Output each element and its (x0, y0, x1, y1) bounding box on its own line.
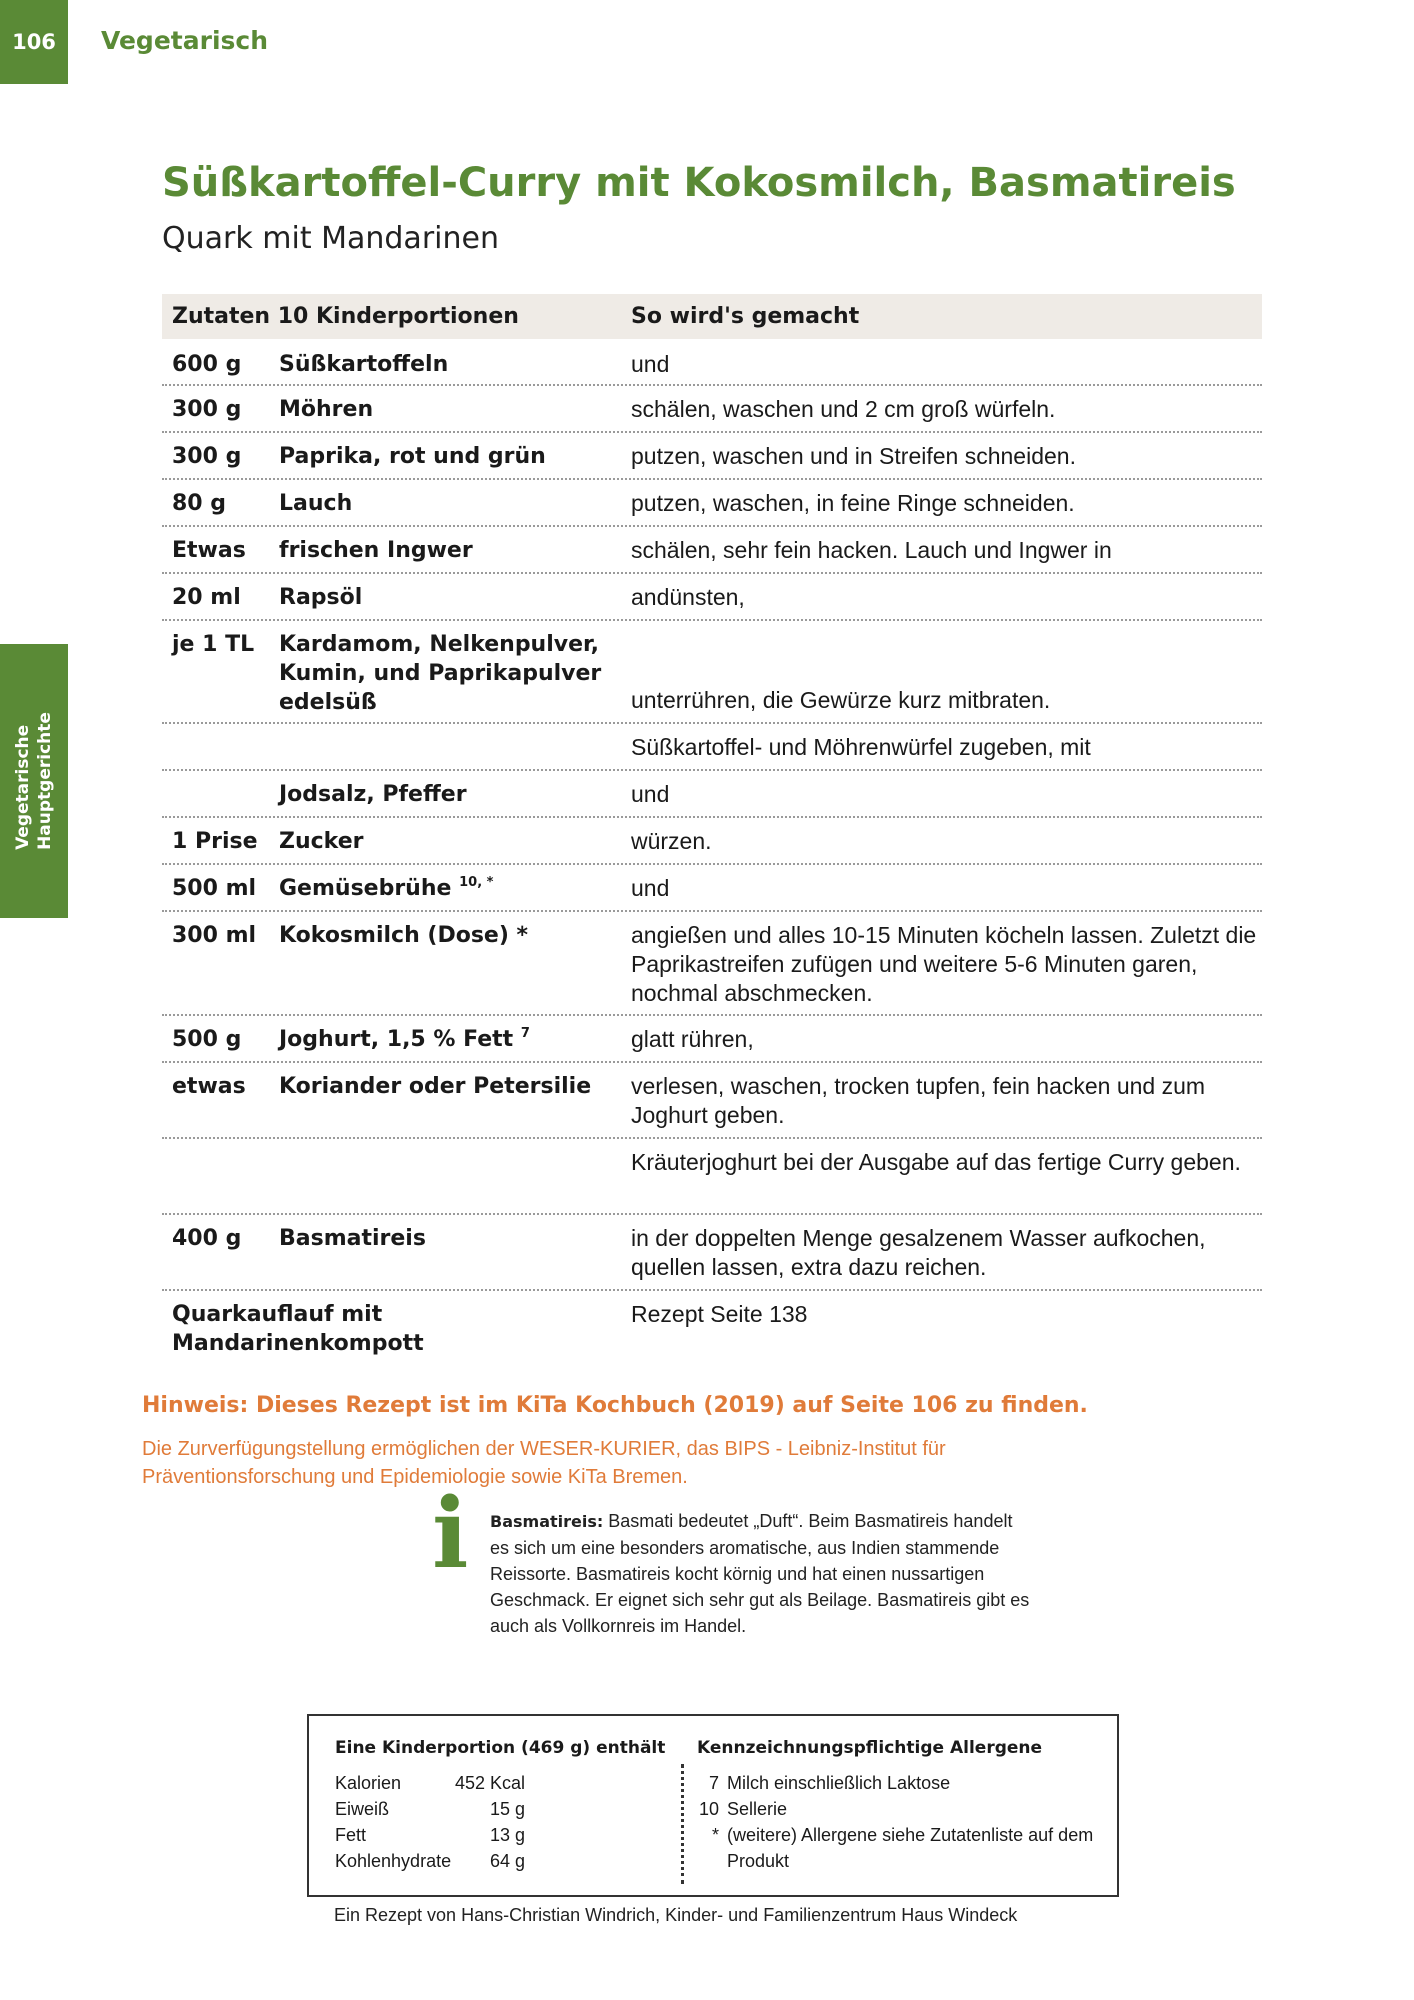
info-icon: i (432, 1477, 469, 1590)
ingredient-name: frischen Ingwer (279, 538, 473, 563)
dessert-reference: Rezept Seite 138 (631, 1301, 808, 1327)
ingredient-name: Lauch (279, 491, 353, 516)
allergen-text: Sellerie (727, 1799, 788, 1819)
nutrition-value: 13 g (489, 1825, 525, 1845)
recipe-row (162, 1016, 1262, 1063)
step-text: in der doppelten Menge gesalzenem Wasser aufkochen, quellen lassen, extra dazu reichen. (631, 1225, 1206, 1280)
recipe-row (162, 865, 1262, 912)
ingredient-name-text: Joghurt, 1,5 % Fett (279, 1027, 514, 1052)
nutrition-label: Eiweiß (335, 1799, 390, 1819)
section-label: Vegetarisch (101, 26, 269, 55)
recipe-row (162, 1063, 1262, 1139)
ingredient-amount (162, 733, 279, 769)
ingredient-name: Kokosmilch (Dose) * (279, 923, 529, 948)
ingredient-name-text: Gemüsebrühe (279, 876, 452, 901)
step-text: schälen, waschen und 2 cm groß würfeln. (631, 396, 1056, 422)
allergen-code: * (711, 1825, 719, 1845)
nutrition-label: Kohlenhydrate (335, 1851, 452, 1871)
nutrition-facts (335, 1738, 665, 1874)
ingredients-column-header: Zutaten 10 Kinderportionen (172, 304, 519, 329)
recipe-subtitle: Quark mit Mandarinen (162, 221, 499, 256)
ingredient-name: Kardamom, Nelkenpulver, Kumin, und Paprikapulver edelsüß (279, 632, 602, 715)
nutrition-row (335, 1796, 665, 1822)
allergen-row (697, 1796, 1107, 1822)
recipe-row (162, 912, 1262, 1016)
nutrition-row (335, 1770, 665, 1796)
step-text: und (631, 875, 670, 901)
nutrition-box (307, 1714, 1119, 1897)
ingredient-amount: 500 g (172, 1027, 242, 1052)
nutrition-heading: Eine Kinderportion (469 g) enthält (335, 1738, 666, 1758)
dotted-divider (681, 1764, 684, 1884)
step-text: glatt rühren, (631, 1026, 754, 1052)
ingredient-amount: etwas (172, 1074, 246, 1099)
ingredient-name (279, 1148, 631, 1213)
ingredient-name (279, 874, 631, 910)
step-text: und (631, 781, 670, 807)
recipe-row (162, 818, 1262, 865)
ingredient-name (279, 733, 631, 769)
recipe-row (162, 621, 1262, 724)
steps-column-header: So wird's gemacht (631, 304, 860, 329)
step-text: putzen, waschen, in feine Ringe schneiden. (631, 490, 1075, 516)
recipe-row (162, 527, 1262, 574)
allergen-row (697, 1770, 1107, 1796)
step-text: schälen, sehr fein hacken. Lauch und Ingwer in (631, 537, 1112, 563)
info-text: Basmati bedeutet „Duft“. Beim Basmatireis handelt es sich um eine besonders aromatische, aus Indien stammende Reissorte. Basmatireis kocht körnig und hat einen nussartigen Geschmack. Er eignet sich sehr gut als Beilage. Basmatireis gibt es auch als Vollkornreis im Handel. (490, 1511, 1030, 1636)
nutrition-value: 15 g (489, 1799, 525, 1819)
dessert-row (162, 1291, 1262, 1356)
recipe-table-header (162, 294, 1262, 339)
nutrition-value: 452 Kcal (454, 1773, 525, 1793)
ingredient-amount: je 1 TL (172, 632, 255, 657)
page-number: 106 (0, 0, 68, 84)
ingredient-name: Koriander oder Petersilie (279, 1074, 592, 1099)
ingredient-amount: 80 g (172, 491, 227, 516)
sponsor-credit: Die Zurverfügungstellung ermöglichen der WESER-KURIER, das BIPS - Leibniz-Institut für Präventionsforschung und Epidemiologie sowie KiTa Bremen. (142, 1438, 946, 1488)
recipe-author-credit: Ein Rezept von Hans-Christian Windrich, Kinder- und Familienzentrum Haus Windeck (334, 1905, 1018, 1925)
recipe-row (162, 339, 1262, 386)
ingredient-amount (162, 780, 279, 816)
allergen-code: 10 (698, 1799, 719, 1819)
side-tab-line2: Hauptgerichte (35, 712, 55, 850)
step-text: angießen und alles 10-15 Minuten köcheln lassen. Zuletzt die Paprikastreifen zufügen und weitere 5-6 Minuten garen, nochmal abschmecken. (631, 922, 1257, 1006)
allergen-footnote: 10, * (459, 875, 494, 890)
step-text: und (631, 351, 670, 377)
nutrition-row (335, 1822, 665, 1848)
recipe-table (162, 294, 1262, 1356)
step-text: unterrühren, die Gewürze kurz mitbraten. (631, 687, 1051, 713)
allergen-footnote: 7 (520, 1026, 530, 1041)
step-text: andünsten, (631, 584, 745, 610)
allergen-code: 7 (708, 1773, 719, 1793)
nutrition-label: Fett (335, 1825, 367, 1845)
step-text: Süßkartoffel- und Möhrenwürfel zugeben, mit (631, 734, 1091, 760)
ingredient-amount: 600 g (172, 352, 242, 377)
ingredient-amount: 20 ml (172, 585, 241, 610)
step-text: verlesen, waschen, trocken tupfen, fein hacken und zum Joghurt geben. (631, 1073, 1206, 1128)
ingredient-amount: 300 g (172, 444, 242, 469)
ingredient-name: Rapsöl (279, 585, 363, 610)
allergen-text: (weitere) Allergene siehe Zutatenliste auf dem Produkt (727, 1825, 1094, 1871)
ingredient-name: Paprika, rot und grün (279, 444, 546, 469)
dessert-name: Quarkauflauf mit Mandarinenkompott (172, 1302, 424, 1356)
ingredient-amount: Etwas (172, 538, 246, 563)
ingredient-amount: 1 Prise (172, 829, 258, 854)
side-tab-label (12, 712, 56, 850)
recipe-row (162, 771, 1262, 818)
ingredient-name: Basmatireis (279, 1226, 426, 1251)
side-tab-line1: Vegetarische (13, 724, 33, 850)
allergen-row (697, 1822, 1107, 1874)
hint-note: Hinweis: Dieses Rezept ist im KiTa Kochbuch (2019) auf Seite 106 zu finden. (142, 1393, 1088, 1418)
recipe-row (162, 1139, 1262, 1215)
recipe-row (162, 724, 1262, 771)
nutrition-row (335, 1848, 665, 1874)
recipe-row (162, 386, 1262, 433)
info-term: Basmatireis: (490, 1512, 604, 1531)
side-tab (0, 644, 68, 918)
allergen-list (697, 1738, 1107, 1874)
step-text: würzen. (631, 828, 712, 854)
recipe-row (162, 1215, 1262, 1291)
recipe-row (162, 574, 1262, 621)
step-text: putzen, waschen und in Streifen schneiden. (631, 443, 1076, 469)
recipe-title: Süßkartoffel-Curry mit Kokosmilch, Basmatireis (162, 160, 1236, 206)
info-box (490, 1508, 1030, 1639)
ingredient-name: Jodsalz, Pfeffer (279, 782, 467, 807)
ingredient-amount: 300 ml (172, 923, 257, 948)
allergen-heading: Kennzeichnungspflichtige Allergene (697, 1738, 1043, 1758)
nutrition-label: Kalorien (335, 1773, 402, 1793)
step-text: Kräuterjoghurt bei der Ausgabe auf das fertige Curry geben. (631, 1149, 1241, 1175)
ingredient-name: Zucker (279, 829, 364, 854)
recipe-row (162, 480, 1262, 527)
ingredient-name (279, 1025, 631, 1061)
ingredient-name: Möhren (279, 397, 374, 422)
allergen-text: Milch einschließlich Laktose (727, 1773, 951, 1793)
ingredient-amount: 300 g (172, 397, 242, 422)
recipe-row (162, 433, 1262, 480)
ingredient-name: Süßkartoffeln (279, 352, 449, 377)
ingredient-amount: 500 ml (172, 876, 257, 901)
ingredient-amount: 400 g (172, 1226, 242, 1251)
nutrition-value: 64 g (489, 1851, 525, 1871)
ingredient-amount (162, 1148, 279, 1213)
